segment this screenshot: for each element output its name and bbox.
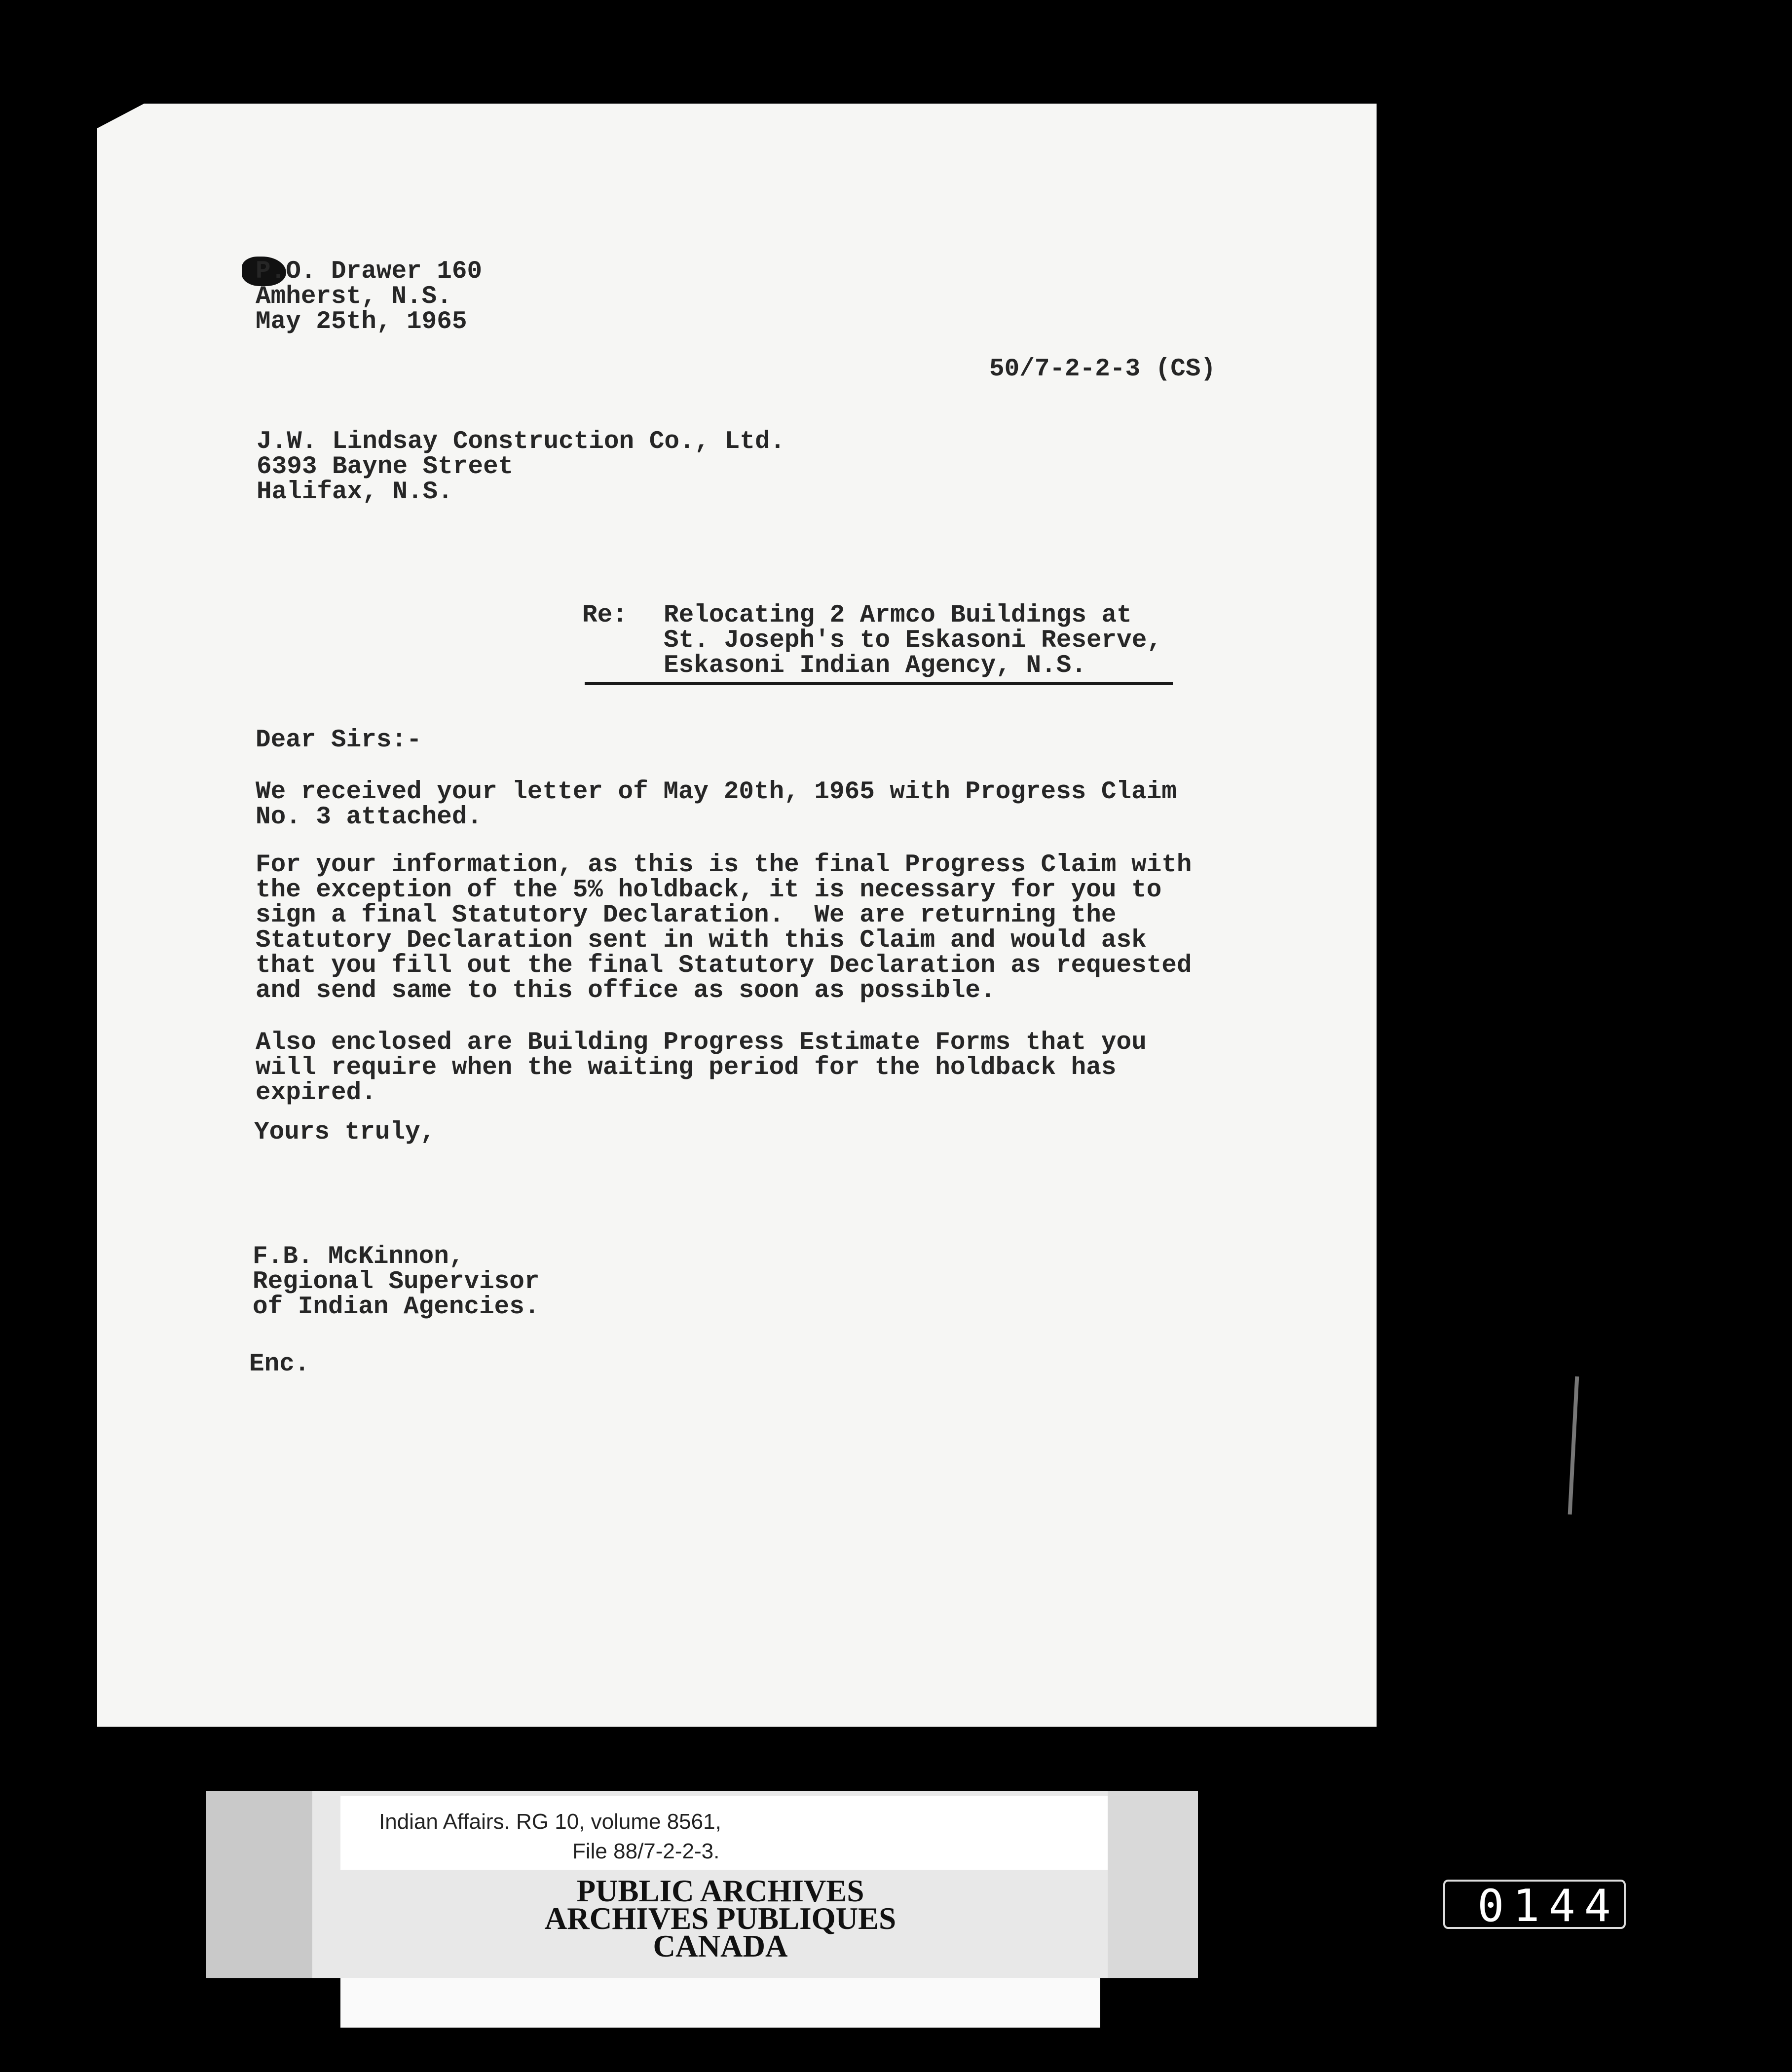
addressee-address: J.W. Lindsay Construction Co., Ltd. 6393 Bayne Street Halifax, N.S. <box>257 428 785 506</box>
torn-corner <box>97 104 144 128</box>
body-paragraph-2: For your information, as this is the final Progress Claim with the exception of the 5% holdback, it is necessary for you to sign a final Statutory Declaration. We are returning the Statutory Declaration sent in with this Claim and would ask that you fill out the final Statutory Declaration as requested and send same to this office as soon as possible. <box>256 851 1192 1005</box>
file-reference: 50/7-2-2-3 (CS) <box>989 355 1216 383</box>
signature-block: F.B. McKinnon, Regional Supervisor of Indian Agencies. <box>253 1243 540 1321</box>
closing: Yours truly, <box>254 1118 436 1147</box>
subject-line: Relocating 2 Armco Buildings at St. Joseph's to Eskasoni Reserve, Eskasoni Indian Agency, N.S. <box>664 601 1162 680</box>
archive-stamp <box>336 1874 1105 1963</box>
salutation: Dear Sirs:- <box>256 726 422 754</box>
re-label: Re: <box>582 601 628 629</box>
body-paragraph-1: We received your letter of May 20th, 1965 with Progress Claim No. 3 attached. <box>256 778 1177 831</box>
enclosure-note: Enc. <box>249 1350 310 1378</box>
stamp-line-3: CANADA <box>653 1929 788 1963</box>
film-scratch <box>1568 1376 1579 1515</box>
frame-counter: 0144 <box>1443 1880 1626 1929</box>
body-paragraph-3: Also enclosed are Building Progress Estimate Forms that you will require when the waiting period for the holdback has expired. <box>256 1029 1147 1107</box>
archive-reference-line-2: File 88/7-2-2-3. <box>572 1839 720 1863</box>
label-left-tab <box>206 1791 312 1978</box>
subject-underline <box>585 682 1173 685</box>
archive-reference-line-1: Indian Affairs. RG 10, volume 8561, <box>379 1810 721 1834</box>
label-right-tab <box>1108 1791 1198 1978</box>
sender-address: P.O. Drawer 160 Amherst, N.S. May 25th, 1965 <box>256 258 483 336</box>
stamp-line-1: PUBLIC ARCHIVES <box>576 1874 864 1908</box>
label-bottom-strip <box>340 1978 1100 2028</box>
stamp-line-2: ARCHIVES PUBLIQUES <box>544 1901 896 1936</box>
